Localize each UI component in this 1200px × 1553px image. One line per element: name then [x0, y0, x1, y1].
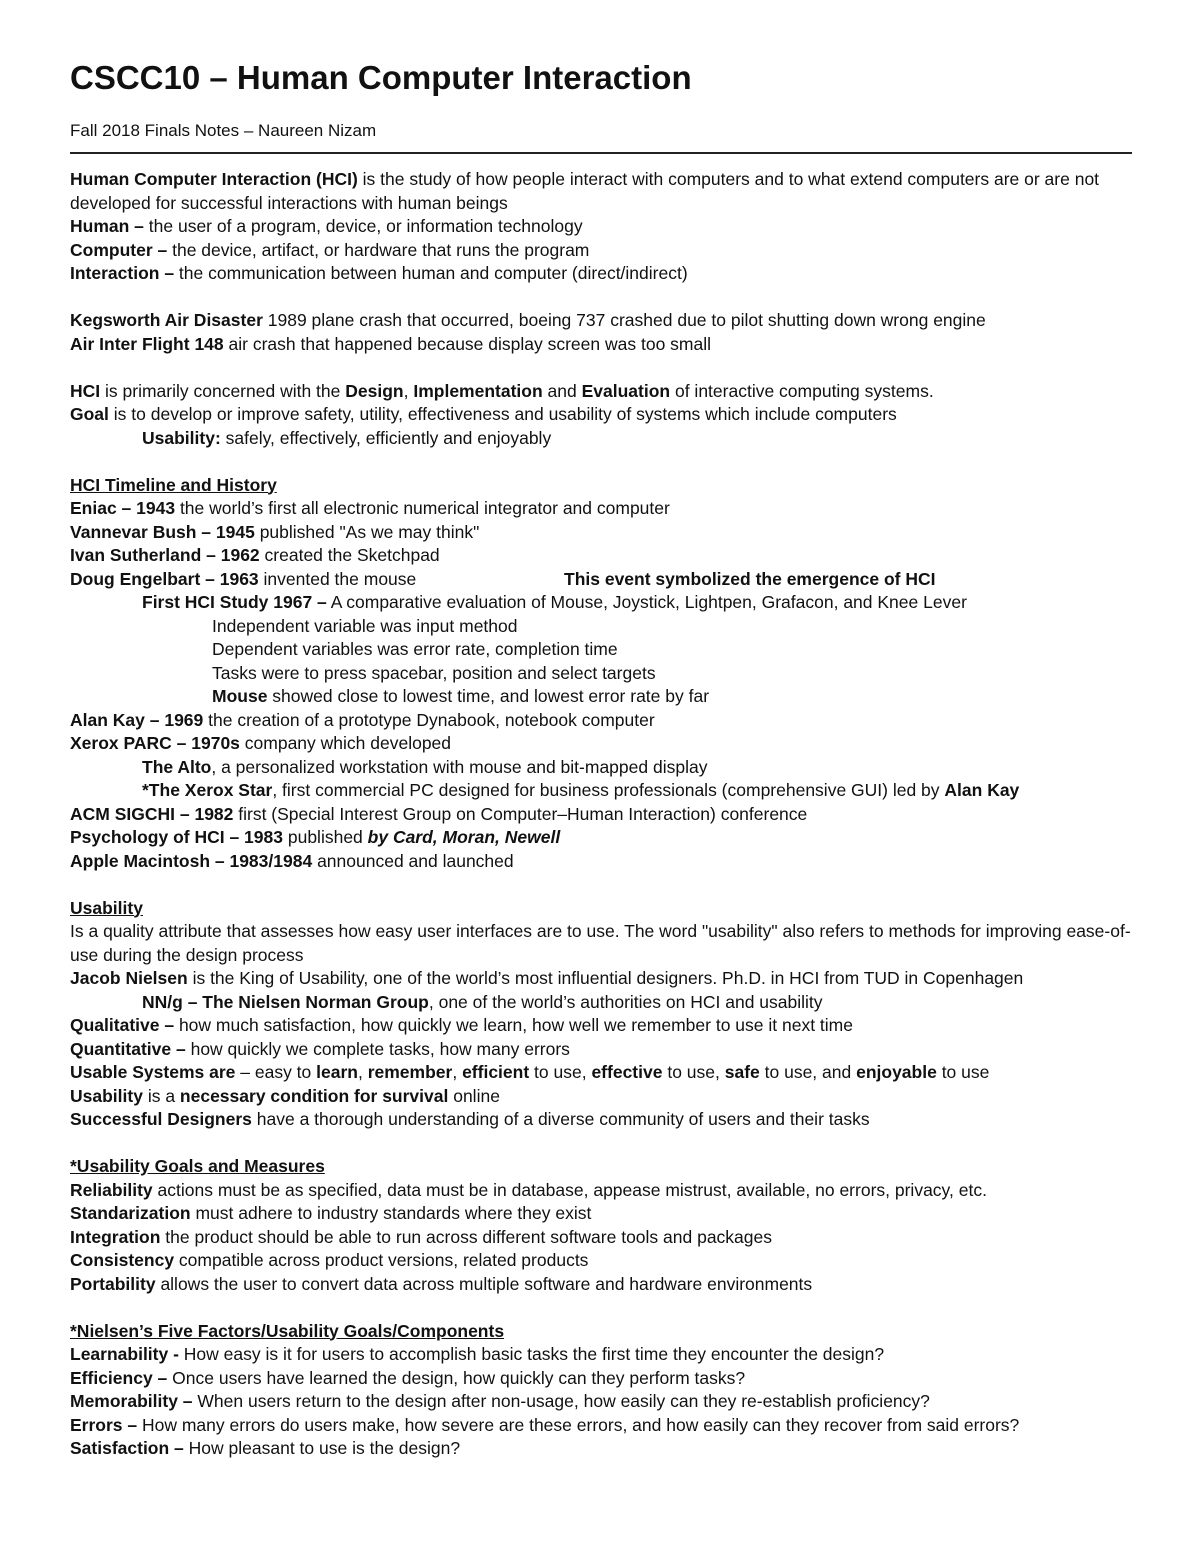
reliability-def: actions must be as specified, data must be in database, appease mistrust, available, no errors, privacy, etc.: [152, 1179, 987, 1200]
kegsworth-term: Kegsworth Air Disaster: [70, 310, 263, 330]
spacer: [70, 1296, 1132, 1320]
standardization-entry: [70, 1202, 1132, 1226]
nng-term: NN/g – The Nielsen Norman Group: [142, 991, 429, 1012]
study-tasks: Tasks were to press spacebar, position and select targets: [212, 662, 656, 683]
engelbart-def: invented the mouse: [258, 568, 417, 589]
usable-text: to use,: [529, 1062, 592, 1082]
timeline-sigchi: [70, 803, 1132, 827]
interaction-def: the communication between human and computer (direct/indirect): [174, 263, 688, 283]
star-kay: Alan Kay: [944, 780, 1020, 800]
eniac-def: the world’s first all electronic numerical integrator and computer: [175, 498, 670, 518]
reliability-entry: [70, 1179, 1132, 1203]
airinter-term: Air Inter Flight 148: [70, 333, 224, 354]
kegsworth-def: 1989 plane crash that occurred, boeing 737 crashed due to pilot shutting down wrong engine: [262, 310, 986, 330]
usable-text: ,: [452, 1062, 463, 1082]
alto-def: , a personalized workstation with mouse and bit-mapped display: [211, 756, 708, 777]
spacer: [70, 286, 1132, 310]
usable-text: – easy to: [235, 1062, 317, 1082]
mac-term: Apple Macintosh – 1983/1984: [70, 850, 313, 871]
portability-entry: [70, 1273, 1132, 1297]
star-def: , first commercial PC designed for business professionals (comprehensive GUI) led by: [272, 780, 945, 800]
reliability-term: Reliability: [70, 1179, 153, 1200]
airinter-def: air crash that happened because display screen was too small: [223, 333, 712, 354]
nielsen-entry: [70, 967, 1132, 991]
document-title: [70, 58, 1132, 98]
concern-design: Design: [345, 380, 404, 401]
bush-def: published "As we may think": [254, 521, 480, 542]
study-dependent-variables: Dependent variables was error rate, completion time: [212, 639, 618, 659]
course-name: Human Computer Interaction: [227, 59, 692, 96]
satisfaction-def: How pleasant to use is the design?: [183, 1438, 461, 1458]
notes-page: [70, 58, 1132, 1461]
usability-definition: Is a quality attribute that assesses how easy user interfaces are to use. The word "usability" also refers to methods for improving ease-of-use during the design process: [70, 921, 1131, 965]
sutherland-def: created the Sketchpad: [259, 545, 440, 565]
concern-evaluation: Evaluation: [581, 380, 671, 401]
usability-term: Usability:: [142, 427, 221, 448]
timeline-sutherland: [70, 544, 1132, 568]
integration-def: the product should be able to run across different software tools and packages: [160, 1226, 773, 1247]
kegsworth-entry: [70, 309, 1132, 333]
alto-term: The Alto: [142, 756, 212, 777]
interaction-definition: [70, 262, 1132, 286]
parc-term: Xerox PARC – 1970s: [70, 733, 240, 753]
timeline-alto: [70, 756, 1132, 780]
learnability-entry: [70, 1343, 1132, 1367]
kay-term: Alan Kay – 1969: [70, 709, 204, 730]
interaction-term: Interaction –: [70, 263, 175, 283]
quant-def: how quickly we complete tasks, how many errors: [185, 1038, 570, 1059]
satisfaction-term: Satisfaction –: [70, 1438, 184, 1458]
psych-authors: by Card, Moran, Newell: [367, 827, 561, 847]
usable-efficient: efficient: [462, 1062, 530, 1082]
usable-learn: learn: [316, 1062, 358, 1082]
goals-heading: *Usability Goals and Measures: [70, 1156, 325, 1176]
goal-def: is to develop or improve safety, utility, effectiveness and usability of systems which include computers: [108, 404, 897, 424]
computer-def: the device, artifact, or hardware that runs the program: [167, 239, 590, 260]
qualitative-entry: [70, 1014, 1132, 1038]
timeline-star: [70, 779, 1132, 803]
hci-definition: [70, 168, 1132, 215]
study-independent-variable: Independent variable was input method: [212, 615, 518, 636]
engelbart-note: This event symbolized the emergence of HCI: [564, 568, 936, 589]
usable-safe: safe: [724, 1062, 760, 1082]
learnability-def: How easy is it for users to accomplish basic tasks the first time they encounter the design?: [178, 1344, 885, 1364]
usable-systems-entry: [70, 1061, 1132, 1085]
memorability-term: Memorability –: [70, 1391, 193, 1411]
survival-bold: necessary condition for survival: [179, 1085, 449, 1106]
efficiency-def: Once users have learned the design, how quickly can they perform tasks?: [167, 1367, 746, 1388]
designers-def: have a thorough understanding of a diverse community of users and their tasks: [251, 1109, 870, 1129]
eniac-term: Eniac – 1943: [70, 498, 176, 518]
integration-term: Integration: [70, 1226, 161, 1247]
designers-entry: [70, 1108, 1132, 1132]
timeline-kay: [70, 709, 1132, 733]
qual-def: how much satisfaction, how quickly we learn, how well we remember to use it next time: [174, 1015, 853, 1035]
parc-def: company which developed: [239, 733, 452, 753]
errors-def: How many errors do users make, how severe are these errors, and how easily can they recover from said errors?: [137, 1414, 1020, 1435]
hci-concern: [70, 380, 1132, 404]
qual-term: Qualitative –: [70, 1015, 175, 1035]
standardization-def: must adhere to industry standards where they exist: [190, 1203, 592, 1223]
integration-entry: [70, 1226, 1132, 1250]
hci-def: is the study of how people interact with computers and to what extend computers are or are not developed for successful interactions with human beings: [70, 169, 1100, 213]
sigchi-def: first (Special Interest Group on Computer–Human Interaction) conference: [233, 803, 808, 824]
concern-implementation: Implementation: [413, 380, 543, 401]
nng-def: , one of the world’s authorities on HCI and usability: [428, 991, 823, 1012]
sigchi-term: ACM SIGCHI – 1982: [70, 803, 234, 824]
nielsen-term: Jacob Nielsen: [70, 968, 188, 988]
learnability-term: Learnability -: [70, 1344, 179, 1364]
timeline-eniac: [70, 497, 1132, 521]
goal-entry: [70, 403, 1132, 427]
usability-def: safely, effectively, efficiently and enjoyably: [220, 427, 552, 448]
study-mouse-term: Mouse: [212, 686, 268, 706]
concern-text: and: [542, 380, 582, 401]
quant-term: Quantitative –: [70, 1038, 186, 1059]
study-term: First HCI Study 1967 –: [142, 592, 327, 612]
quantitative-entry: [70, 1038, 1132, 1062]
usable-text: to use: [936, 1062, 990, 1082]
survival-term: Usability: [70, 1085, 143, 1106]
usable-text: ,: [357, 1062, 368, 1082]
usable-text: to use,: [662, 1062, 725, 1082]
study-mouse-result: [70, 685, 1132, 709]
survival-text: online: [448, 1085, 500, 1106]
survival-entry: [70, 1085, 1132, 1109]
hci-term: Human Computer Interaction (HCI): [70, 169, 358, 189]
consistency-term: Consistency: [70, 1250, 175, 1270]
errors-term: Errors –: [70, 1414, 138, 1435]
star-term: *The Xerox Star: [142, 780, 273, 800]
bush-term: Vannevar Bush – 1945: [70, 521, 255, 542]
usable-remember: remember: [367, 1062, 453, 1082]
psych-def: published: [283, 827, 368, 847]
timeline-macintosh: [70, 850, 1132, 874]
consistency-def: compatible across product versions, related products: [174, 1250, 589, 1270]
usable-term: Usable Systems are: [70, 1062, 236, 1082]
efficiency-term: Efficiency –: [70, 1367, 168, 1388]
usable-enjoyable: enjoyable: [856, 1062, 937, 1082]
engelbart-term: Doug Engelbart – 1963: [70, 568, 259, 589]
timeline-first-study: [70, 591, 1132, 615]
standardization-term: Standarization: [70, 1203, 191, 1223]
goal-term: Goal: [70, 404, 109, 424]
kay-def: the creation of a prototype Dynabook, notebook computer: [203, 709, 655, 730]
course-code: CSCC10 –: [70, 59, 228, 96]
errors-entry: [70, 1414, 1132, 1438]
header-divider: [70, 152, 1132, 154]
spacer: [70, 873, 1132, 897]
mac-def: announced and launched: [312, 850, 514, 871]
concern-text: is primarily concerned with the: [100, 380, 346, 401]
efficiency-entry: [70, 1367, 1132, 1391]
human-def: the user of a program, device, or information technology: [143, 216, 583, 236]
memorability-def: When users return to the design after non-usage, how easily can they re-establish proficiency?: [192, 1391, 930, 1411]
nielsen-def: is the King of Usability, one of the world’s most influential designers. Ph.D. in HCI from TUD in Copenhagen: [187, 968, 1024, 988]
timeline-psychology: [70, 826, 1132, 850]
usable-effective: effective: [591, 1062, 663, 1082]
spacer: [70, 1132, 1132, 1156]
portability-term: Portability: [70, 1273, 156, 1294]
memorability-entry: [70, 1390, 1132, 1414]
human-definition: [70, 215, 1132, 239]
usability-summary: [70, 427, 1132, 451]
concern-hci: HCI: [70, 380, 101, 401]
spacer: [70, 450, 1132, 474]
study-mouse-def: showed close to lowest time, and lowest error rate by far: [267, 686, 710, 706]
timeline-parc: [70, 732, 1132, 756]
designers-term: Successful Designers: [70, 1109, 252, 1129]
nng-entry: [70, 991, 1132, 1015]
satisfaction-entry: [70, 1437, 1132, 1461]
computer-definition: [70, 239, 1132, 263]
document-subtitle: Fall 2018 Finals Notes – Naureen Nizam: [70, 121, 377, 140]
factors-heading: *Nielsen’s Five Factors/Usability Goals/Components: [70, 1320, 505, 1341]
concern-text: ,: [403, 380, 414, 401]
sutherland-term: Ivan Sutherland – 1962: [70, 545, 260, 565]
timeline-bush: [70, 521, 1132, 545]
usability-heading: Usability: [70, 897, 143, 918]
timeline-heading: HCI Timeline and History: [70, 474, 277, 495]
computer-term: Computer –: [70, 239, 168, 260]
consistency-entry: [70, 1249, 1132, 1273]
study-def: A comparative evaluation of Mouse, Joystick, Lightpen, Grafacon, and Knee Lever: [326, 592, 967, 612]
airinter-entry: [70, 333, 1132, 357]
portability-def: allows the user to convert data across multiple software and hardware environments: [155, 1273, 813, 1294]
psych-term: Psychology of HCI – 1983: [70, 827, 283, 847]
timeline-engelbart: [70, 568, 1132, 592]
concern-text: of interactive computing systems.: [670, 380, 934, 401]
spacer: [70, 356, 1132, 380]
survival-text: is a: [142, 1085, 180, 1106]
human-term: Human –: [70, 216, 144, 236]
usable-text: to use, and: [759, 1062, 857, 1082]
